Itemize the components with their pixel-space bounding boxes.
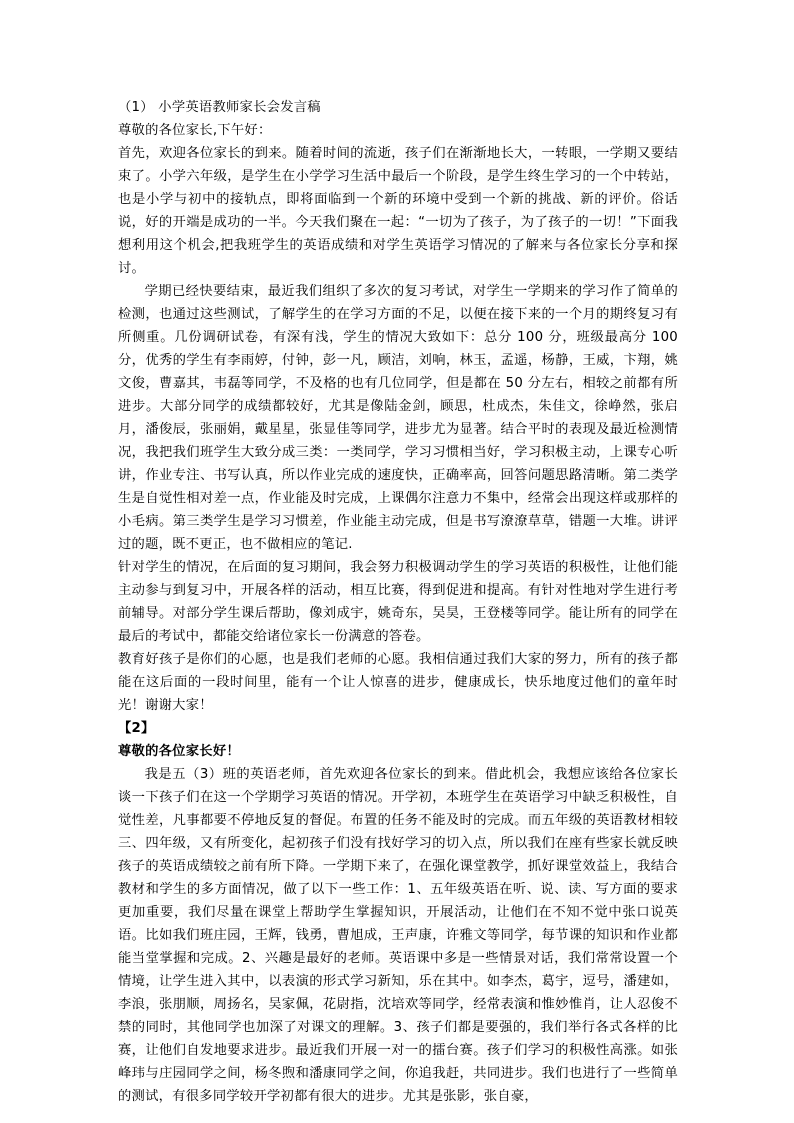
document-body [118, 96, 678, 1108]
greeting-1: 尊敬的各位家长,下午好： [118, 123, 272, 138]
greeting-2: 尊敬的各位家长好！ [118, 744, 240, 759]
document-title: （1） 小学英语教师家长会发言稿 [118, 100, 321, 115]
paragraph-2: 学期已经快要结束，最近我们组织了多次的复习考试，对学生一学期来的学习作了简单的检测，也通过这些测试，了解学生的在学习方面的不足，以便在接下来的一个月的期终复习有所侧重。几份调研试卷，有深有浅，学生的情况大致如下：总分 100 分，班级最高分 100 分，优秀的学生有李雨婷，付钟，彭一凡，顾洁，刘响，林玉，孟遥，杨静，王威，卞翔，姚文俊，曹嘉其，韦磊等同学，不及格的也有几位同学，但是都在 50 分左右，相较之前都有所进步。大部分同学的成绩都较好，尤其是像陆金剑，顾思，杜成杰，朱佳文，徐峥然，张启月，潘俊辰，张丽娟，戴星星，张显佳等同学，进步尤为显著。结合平时的表现及最近检测情况，我把我们班学生大致分成三类：一类同学，学习习惯相当好，学习积极主动，上课专心听讲，作业专注、书写认真，所以作业完成的速度快，正确率高，回答问题思路清晰。第二类学生是自觉性相对差一点，作业能及时完成，上课偶尔注意力不集中，经常会出现这样或那样的小毛病。第三类学生是学习习惯差，作业能主动完成，但是书写潦潦草草，错题一大堆。讲评过的题，既不更正，也不做相应的笔记. [118, 284, 678, 552]
paragraph-3: 针对学生的情况，在后面的复习期间，我会努力积极调动学生的学习英语的积极性，让他们能主动参与到复习中，开展各样的活动，相互比赛，得到促进和提高。有针对性地对学生进行考前辅导。对部分学生课后帮助，像刘成宇，姚奇东，吴昊，王登楼等同学。能让所有的同学在最后的考试中，都能交给诸位家长一份满意的答卷。 [118, 560, 678, 644]
paragraph-4: 教育好孩子是你们的心愿，也是我们老师的心愿。我相信通过我们大家的努力，所有的孩子都能在这后面的一段时间里，能有一个让人惊喜的进步，健康成长，快乐地度过他们的童年时光！谢谢大家！ [118, 652, 678, 713]
section-heading-2: 【2】 [118, 721, 155, 736]
paragraph-1: 首先，欢迎各位家长的到来。随着时间的流逝，孩子们在渐渐地长大，一转眼，一学期又要结束了。小学六年级，是学生在小学学习生活中最后一个阶段，是学生终生学习的一个中转站，也是小学与初中的接轨点，即将面临到一个新的环境中受到一个新的挑战、新的评价。俗话说，好的开端是成功的一半。今天我们聚在一起：“一切为了孩子，为了孩子的一切！”下面我想利用这个机会,把我班学生的英语成绩和对学生英语学习情况的了解来与各位家长分享和探讨。 [118, 146, 678, 276]
paragraph-5: 我是五（3）班的英语老师，首先欢迎各位家长的到来。借此机会，我想应该给各位家长谈一下孩子们在这一个学期学习英语的情况。开学初，本班学生在英语学习中缺乏积极性，自觉性差，凡事都要不停地反复的督促。布置的任务不能及时的完成。而五年级的英语教材相较三、四年级，又有所变化，起初孩子们没有找好学习的切入点，所以我们在座有些家长就反映孩子的英语成绩较之前有所下降。一学期下来了，在强化课堂教学，抓好课堂效益上，我结合教材和学生的多方面情况，做了以下一些工作：1、五年级英语在听、说、读、写方面的要求更加重要，我们尽量在课堂上帮助学生掌握知识，开展活动，让他们在不知不觉中张口说英语。比如我们班庄园，王辉，钱勇，曹旭成，王声康，许雅文等同学，每节课的知识和作业都能当堂掌握和完成。2、兴趣是最好的老师。英语课中多是一些情景对话，我们常常设置一个情境，让学生进入其中，以表演的形式学习新知，乐在其中。如李杰，葛宇，逗号，潘建如，李浪，张朋顺，周扬名，吴家佩，花尉指，沈培欢等同学，经常表演和惟妙惟肖，让人忍俊不禁的同时，其他同学也加深了对课文的理解。3、孩子们都是要强的，我们举行各式各样的比赛，让他们自发地要求进步。最近我们开展一对一的擂台赛。孩子们学习的积极性高涨。如张峰玮与庄园同学之间，杨冬煦和潘康同学之间，你追我赶，共同进步。我们也进行了一些简单的测试，有很多同学较开学初都有很大的进步。尤其是张影，张自豪， [118, 767, 678, 1104]
